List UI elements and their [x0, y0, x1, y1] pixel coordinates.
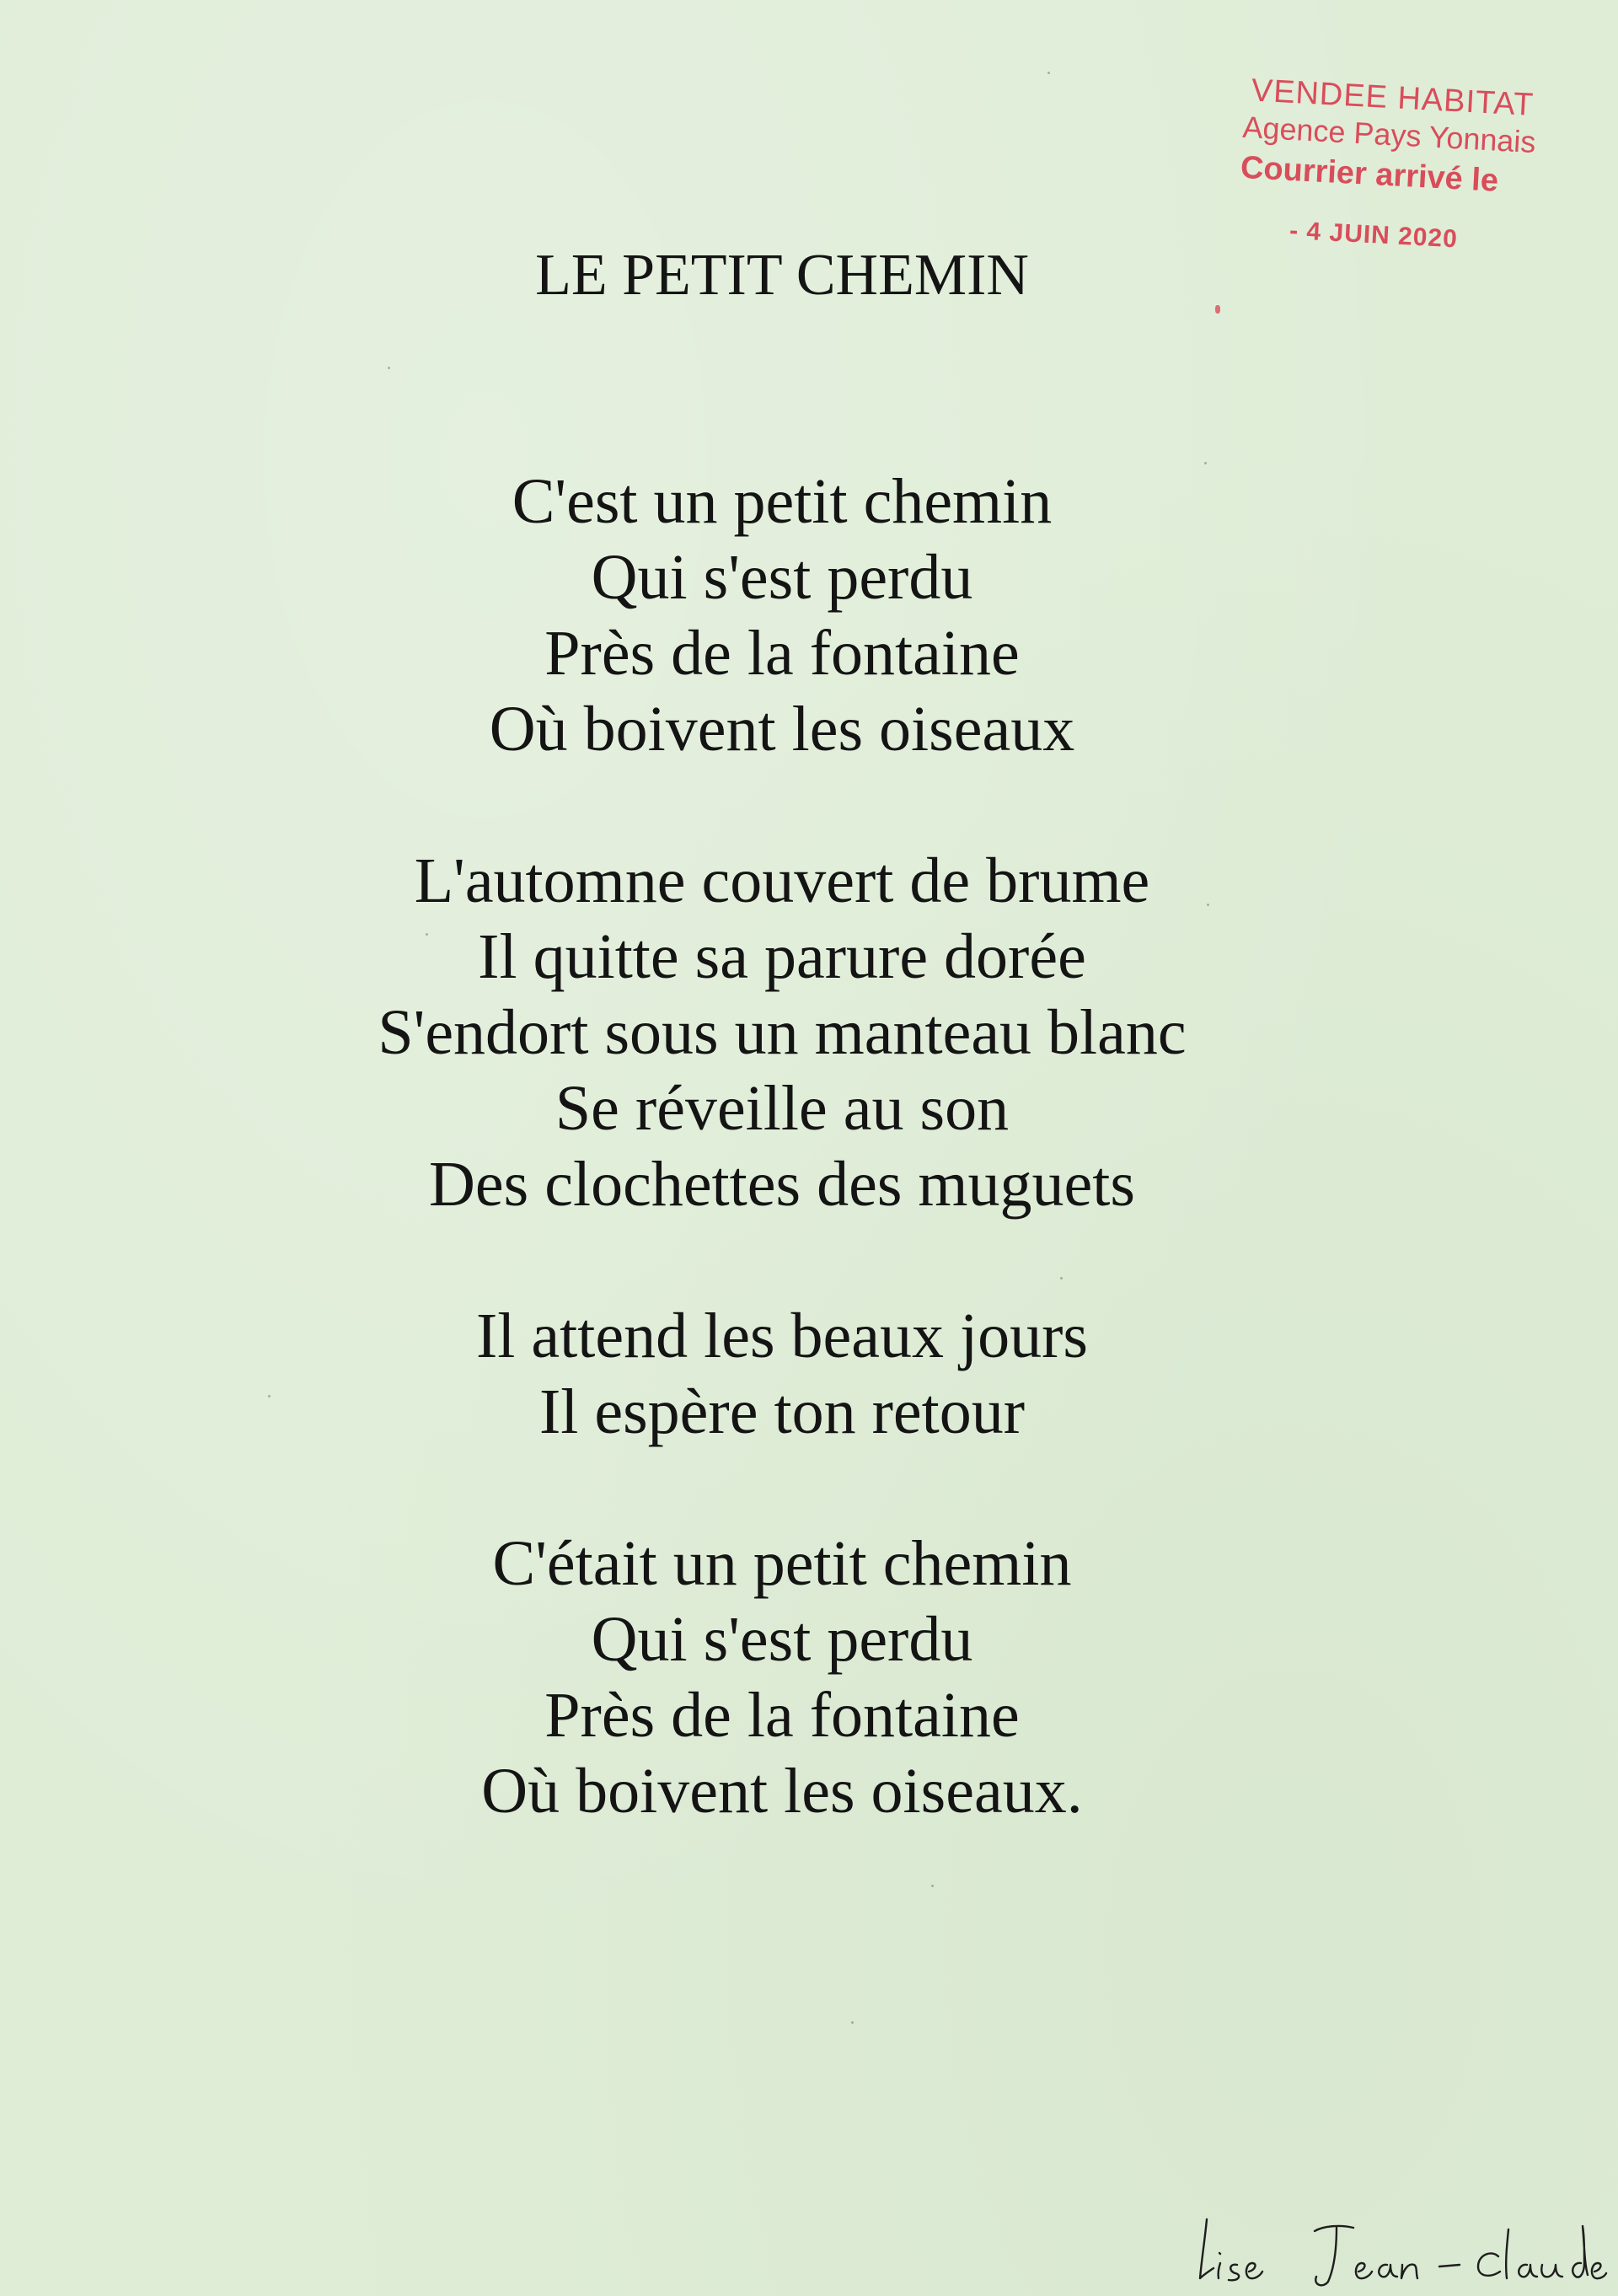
poem-line: Où boivent les oiseaux. — [481, 1756, 1083, 1827]
poem-line: Qui s'est perdu — [591, 542, 973, 613]
poem-title: LE PETIT CHEMIN — [535, 243, 1029, 308]
poem-line: Des clochettes des muguets — [429, 1149, 1135, 1220]
poem-line: Près de la fontaine — [544, 618, 1020, 689]
poem-line: Il attend les beaux jours — [475, 1301, 1088, 1371]
reception-stamp — [1235, 72, 1537, 289]
stamp-organization: VENDEE HABITAT — [1250, 72, 1535, 123]
poem-line: C'est un petit chemin — [512, 466, 1053, 537]
poem-line: Où boivent les oiseaux — [489, 694, 1075, 764]
poem-line: Se réveille au son — [555, 1073, 1010, 1144]
stamp-ink-dot — [1215, 305, 1220, 314]
poem-line: Qui s'est perdu — [591, 1604, 973, 1675]
poem-line: Il quitte sa parure dorée — [478, 921, 1086, 992]
stamp-agency: Agence Pays Yonnais — [1241, 109, 1537, 160]
paper-speck — [388, 367, 390, 369]
poem-line: Près de la fontaine — [544, 1680, 1020, 1751]
paper-speck — [851, 2021, 854, 2024]
paper-speck — [1047, 72, 1050, 74]
stamp-date: - 4 JUIN 2020 — [1289, 217, 1459, 254]
poem-line: L'automne couvert de brume — [414, 845, 1150, 916]
handwritten-signature — [1188, 2213, 1610, 2288]
poem-stanza-2 — [0, 843, 1564, 1222]
poem-stanza-1 — [0, 464, 1564, 767]
poem-body — [0, 464, 1564, 1905]
poem-line: S'endort sous un manteau blanc — [378, 997, 1187, 1068]
poem-line: C'était un petit chemin — [492, 1528, 1072, 1599]
poem-stanza-3 — [0, 1298, 1564, 1450]
stamp-received-label: Courrier arrivé le — [1239, 149, 1500, 199]
poem-stanza-4 — [0, 1526, 1564, 1829]
poem-line: Il espère ton retour — [538, 1376, 1026, 1447]
